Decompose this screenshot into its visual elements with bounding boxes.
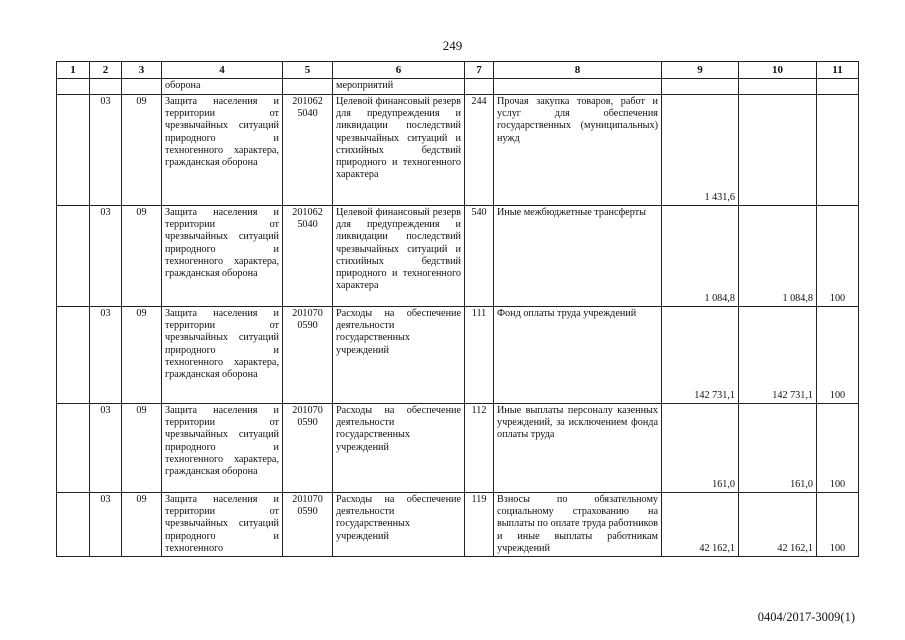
col-header-5: 5 [283,62,333,79]
cell-section-name: Защита населения и территории от чрезвычайных ситуаций природного и техногенного характера, гражданская оборона [162,307,283,404]
cell-expense-type: 112 [465,404,494,493]
cell [662,79,739,95]
cell-expense-name: Целевой финансовый резерв для предупреждения и ликвидации последствий чрезвычайных ситуаций и стихийных бедствий природного и техногенного характера [333,206,465,307]
cell-expense-type: 244 [465,95,494,206]
cell-planned: 161,0 [662,404,739,493]
cell-planned: 42 162,1 [662,493,739,557]
table-row [57,493,859,557]
cell-expense-name: Расходы на обеспечение деятельности государственных учреждений [333,493,465,557]
cell-expense-name: Расходы на обеспечение деятельности государственных учреждений [333,307,465,404]
cell-subsection: 09 [122,95,162,206]
col-header-8: 8 [494,62,662,79]
cell-empty [57,307,90,404]
table-row [57,307,859,404]
cell-expense-type: 119 [465,493,494,557]
continuation-row [57,79,859,95]
cell-subsection: 09 [122,206,162,307]
col-header-1: 1 [57,62,90,79]
cell-expense-name: Расходы на обеспечение деятельности государственных учреждений [333,404,465,493]
col-header-9: 9 [662,62,739,79]
cell-section: 03 [90,493,122,557]
col-header-2: 2 [90,62,122,79]
cell-expense-type-name: Иные межбюджетные трансферты [494,206,662,307]
cell-expense-type: 111 [465,307,494,404]
table-row [57,206,859,307]
cell-percent: 100 [817,206,859,307]
col-header-11: 11 [817,62,859,79]
cell-expense-name: Целевой финансовый резерв для предупреждения и ликвидации последствий чрезвычайных ситуаций и стихийных бедствий природного и техногенного характера [333,95,465,206]
col-header-10: 10 [739,62,817,79]
cell-expense-type-name: Взносы по обязательному социальному страхованию на выплаты по оплате труда работников и иные выплаты работникам учреждений [494,493,662,557]
cell-subsection: 09 [122,493,162,557]
cell-section: 03 [90,95,122,206]
cell-section-name: Защита населения и территории от чрезвычайных ситуаций природного и техногенного [162,493,283,557]
cell-empty [57,206,90,307]
cell-expense-type-name: Иные выплаты персоналу казенных учреждений, за исключением фонда оплаты труда [494,404,662,493]
cell-executed: 142 731,1 [739,307,817,404]
cell-executed: 1 084,8 [739,206,817,307]
header-row [57,62,859,79]
document-code: 0404/2017-3009(1) [757,610,855,624]
cell-executed [739,95,817,206]
cell-empty [57,404,90,493]
budget-table [56,61,859,557]
cell-subsection: 09 [122,307,162,404]
cell-expense-type-name: Фонд оплаты труда учреждений [494,307,662,404]
cell-section: 03 [90,206,122,307]
col-header-7: 7 [465,62,494,79]
col-header-4: 4 [162,62,283,79]
cell-percent: 100 [817,307,859,404]
cell [90,79,122,95]
cell-planned: 1 084,8 [662,206,739,307]
cell-empty [57,493,90,557]
cell-section-name: Защита населения и территории от чрезвычайных ситуаций природного и техногенного характера, гражданская оборона [162,95,283,206]
table-row [57,404,859,493]
cell-target-code: 201070 0590 [283,404,333,493]
cell-target-code: 201062 5040 [283,206,333,307]
cell [283,79,333,95]
cell-percent [817,95,859,206]
cell [465,79,494,95]
cell-executed: 42 162,1 [739,493,817,557]
cell [57,79,90,95]
cell-planned: 142 731,1 [662,307,739,404]
cell [494,79,662,95]
page-number: 249 [442,38,463,53]
cell-percent: 100 [817,404,859,493]
cell-expense-name: мероприятий [333,79,465,95]
cell-section: 03 [90,307,122,404]
cell [122,79,162,95]
cell-section-name: оборона [162,79,283,95]
col-header-6: 6 [333,62,465,79]
cell-target-code: 201070 0590 [283,307,333,404]
cell-target-code: 201062 5040 [283,95,333,206]
cell-empty [57,95,90,206]
cell-percent: 100 [817,493,859,557]
table-row [57,95,859,206]
cell-expense-type: 540 [465,206,494,307]
cell-section-name: Защита населения и территории от чрезвычайных ситуаций природного и техногенного характера, гражданская оборона [162,206,283,307]
cell-expense-type-name: Прочая закупка товаров, работ и услуг для обеспечения государственных (муниципальных) нужд [494,95,662,206]
cell-section: 03 [90,404,122,493]
cell [739,79,817,95]
cell-target-code: 201070 0590 [283,493,333,557]
col-header-3: 3 [122,62,162,79]
cell-planned: 1 431,6 [662,95,739,206]
cell-executed: 161,0 [739,404,817,493]
cell [817,79,859,95]
cell-section-name: Защита населения и территории от чрезвычайных ситуаций природного и техногенного характера, гражданская оборона [162,404,283,493]
cell-subsection: 09 [122,404,162,493]
